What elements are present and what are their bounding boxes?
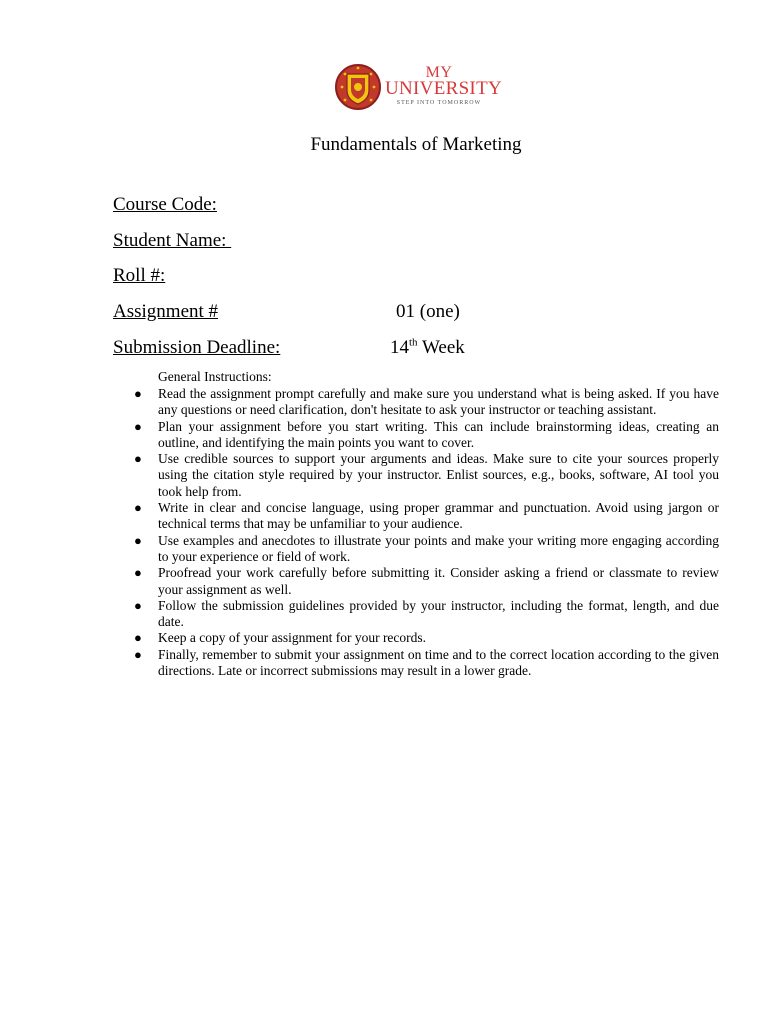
university-logo (333, 60, 502, 114)
logo-my-text: MY (425, 64, 453, 81)
submission-deadline-label: Submission Deadline: (113, 337, 281, 358)
logo-wordmark (385, 64, 502, 107)
instruction-text: Finally, remember to submit your assignment on time and to the correct location according to the given directions. Late or incorrect submissions may result in a lower grade. (158, 646, 719, 679)
instruction-text: Read the assignment prompt carefully and make sure you understand what is being asked. If you have any questions or need clarification, don't hesitate to ask your instructor or teaching assistant. (158, 386, 719, 418)
crest-icon (333, 62, 383, 112)
list-item (134, 451, 719, 500)
bullet-icon: ● (134, 597, 142, 613)
submission-deadline-value (390, 337, 465, 359)
logo-tagline: STEP INTO TOMORROW (396, 100, 482, 106)
bullet-icon: ● (134, 532, 142, 548)
list-item (134, 646, 719, 680)
document-title (65, 134, 767, 156)
deadline-suffix: th (409, 336, 418, 349)
bullet-icon: ● (134, 630, 142, 646)
student-name-label: Student Name: (113, 230, 232, 251)
logo-university-text: UNIVERSITY (385, 78, 502, 99)
instructions-list (134, 386, 719, 679)
instruction-text: Proofread your work carefully before submitting it. Consider asking a friend or classmate to review your assignment as well. (158, 565, 719, 597)
list-item (134, 630, 719, 646)
course-code-label: Course Code: (113, 194, 217, 215)
list-item (134, 386, 719, 419)
list-item (134, 500, 719, 533)
deadline-number: 14 (390, 337, 409, 358)
bullet-icon: ● (134, 565, 142, 581)
instruction-text: Keep a copy of your assignment for your records. (158, 630, 427, 646)
bullet-icon: ● (134, 500, 142, 516)
list-item (134, 565, 719, 598)
instruction-text: Use credible sources to support your arguments and ideas. Make sure to cite your sources properly using the citation style required by your instructor. Enlist sources, e.g., books, software, AI tool you took help from. (158, 451, 719, 499)
instruction-text: Use examples and anecdotes to illustrate your points and make your writing more engaging according to your experience or field of work. (158, 532, 719, 564)
bullet-icon: ● (134, 386, 142, 401)
assignment-number-label: Assignment # (113, 301, 219, 322)
instruction-text: Follow the submission guidelines provided by your instructor, including the format, length, and due date. (158, 597, 719, 630)
deadline-unit: Week (417, 337, 465, 358)
instruction-text: Plan your assignment before you start writing. This can include brainstorming ideas, creating an outline, and identifying the main points you want to cover. (158, 418, 719, 450)
document-title-text: Fundamentals of Marketing (310, 134, 522, 155)
roll-number-label: Roll #: (113, 265, 166, 286)
instructions-heading: General Instructions: (158, 369, 272, 384)
list-item (134, 418, 719, 452)
list-item (134, 597, 719, 631)
instruction-text: Write in clear and concise language, using proper grammar and punctuation. Avoid using jargon or technical terms that may be unfamiliar to your audience. (158, 500, 719, 532)
bullet-icon: ● (134, 646, 142, 662)
bullet-icon: ● (134, 451, 142, 467)
bullet-icon: ● (134, 418, 142, 434)
assignment-number-value: 01 (one) (396, 301, 460, 322)
list-item (134, 532, 719, 566)
